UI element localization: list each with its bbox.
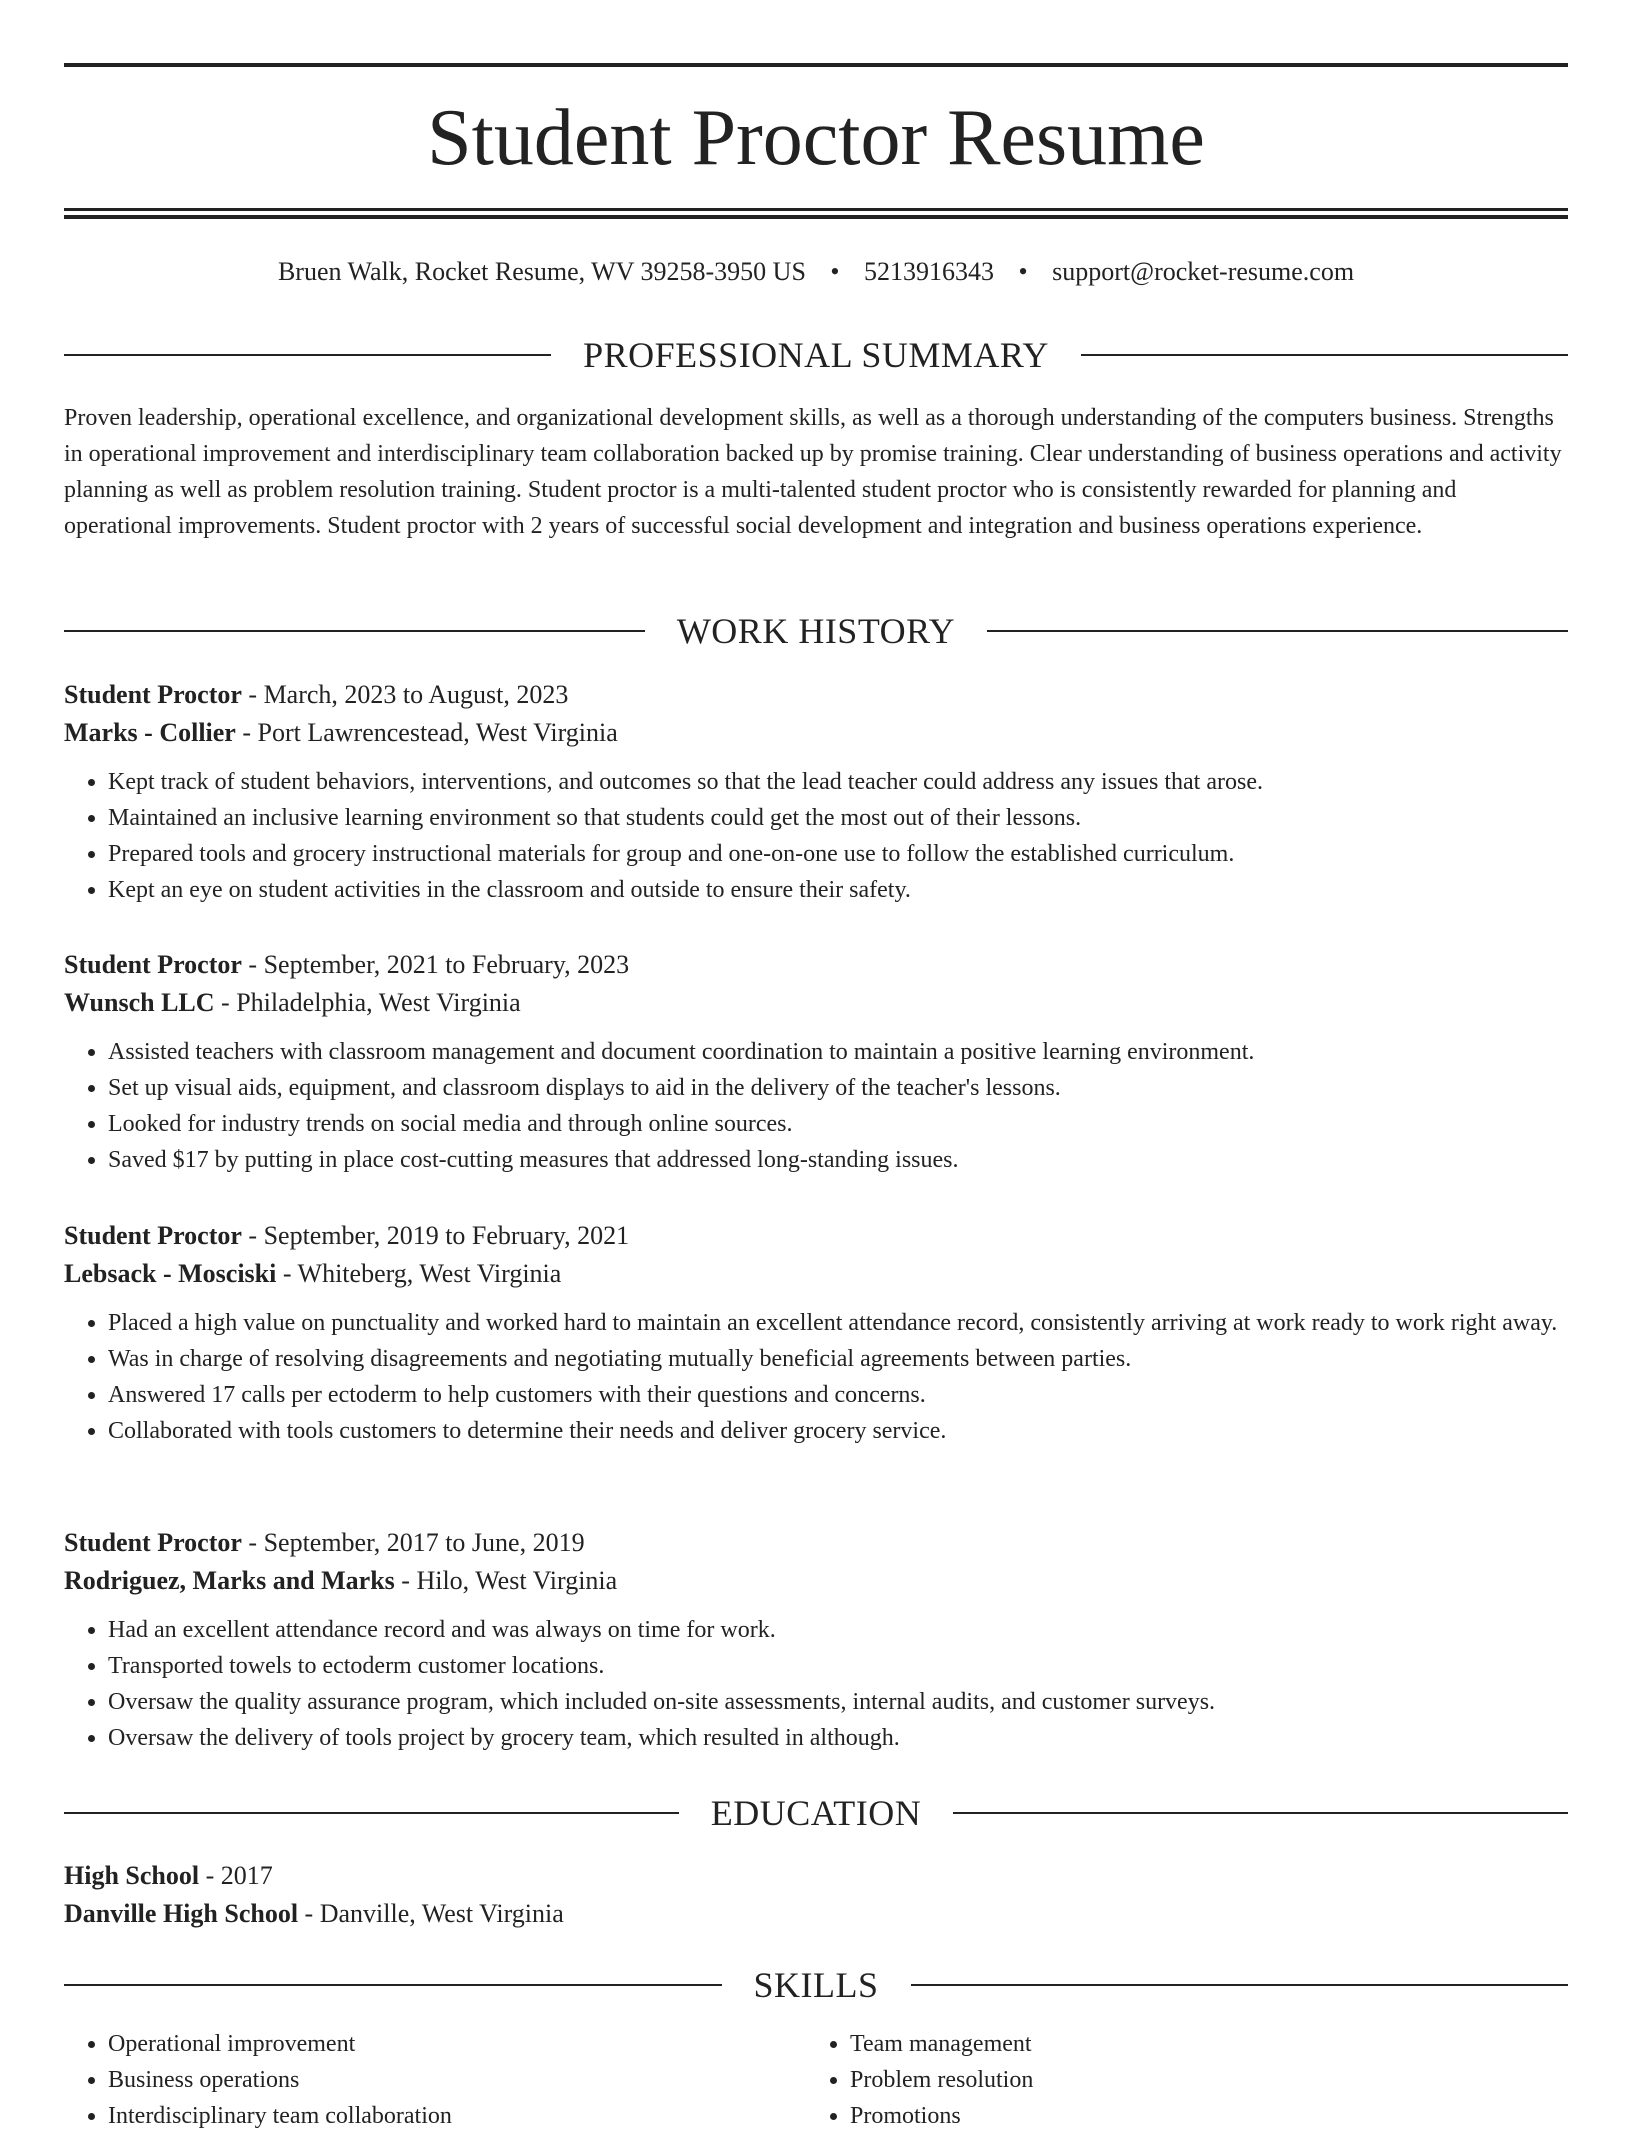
list-item: • Transported towels to ectoderm customer locations. — [108, 1648, 1568, 1684]
job-entry — [64, 676, 1568, 908]
job-bullets — [64, 1034, 1568, 1178]
section-label: PROFESSIONAL SUMMARY — [583, 335, 1049, 375]
contact-separator: • — [1018, 257, 1028, 286]
job-company-line: Marks - Collier - Port Lawrencestead, West Virginia — [64, 718, 618, 747]
section-label: EDUCATION — [710, 1793, 922, 1833]
section-label: WORK HISTORY — [676, 611, 956, 651]
job-dates: September, 2017 to June, 2019 — [263, 1528, 585, 1557]
job-company: Lebsack - Mosciski — [64, 1259, 277, 1288]
list-item: • Prepared tools and grocery instructional materials for group and one-on-one use to follow the established curriculum. — [108, 836, 1568, 872]
skills-column-right — [806, 2026, 1548, 2134]
section-label: SKILLS — [753, 1965, 879, 2005]
education-degree-line: High School - 2017 — [64, 1861, 273, 1890]
job-title-line: Student Proctor - March, 2023 to August, 2023 — [64, 680, 569, 709]
job-title-line: Student Proctor - September, 2019 to February, 2021 — [64, 1221, 630, 1250]
contact-separator: • — [830, 257, 840, 286]
list-item: • Looked for industry trends on social media and through online sources. — [108, 1106, 1568, 1142]
education-school-line: Danville High School - Danville, West Virginia — [64, 1899, 564, 1928]
list-item: • Was in charge of resolving disagreements and negotiating mutually beneficial agreements between parties. — [108, 1341, 1568, 1377]
job-entry — [64, 1524, 1568, 1756]
section-heading-work-history — [64, 611, 1568, 651]
job-title: Student Proctor — [64, 1528, 242, 1557]
job-company-line: Wunsch LLC - Philadelphia, West Virginia — [64, 988, 521, 1017]
section-heading-skills — [64, 1965, 1568, 2005]
education-year: 2017 — [220, 1861, 273, 1890]
contact-line — [0, 254, 1632, 290]
job-dates: March, 2023 to August, 2023 — [263, 680, 569, 709]
job-title-line: Student Proctor - September, 2017 to June, 2019 — [64, 1528, 585, 1557]
list-item: • Kept an eye on student activities in the classroom and outside to ensure their safety. — [108, 872, 1568, 908]
job-company: Marks - Collier — [64, 718, 236, 747]
list-item: • Set up visual aids, equipment, and classroom displays to aid in the delivery of the teacher's lessons. — [108, 1070, 1568, 1106]
job-company: Rodriguez, Marks and Marks — [64, 1566, 395, 1595]
skill-item: • Business operations — [108, 2062, 806, 2098]
list-item: • Collaborated with tools customers to determine their needs and deliver grocery service. — [108, 1413, 1568, 1449]
job-entry — [64, 946, 1568, 1178]
contact-address: Bruen Walk, Rocket Resume, WV 39258-3950 US — [277, 257, 806, 286]
skill-item: • Problem resolution — [850, 2062, 1548, 2098]
job-dates: September, 2019 to February, 2021 — [263, 1221, 630, 1250]
job-title: Student Proctor — [64, 1221, 242, 1250]
job-title: Student Proctor — [64, 950, 242, 979]
skill-item: • Team management — [850, 2026, 1548, 2062]
job-location: Whiteberg, West Virginia — [297, 1259, 562, 1288]
section-heading-summary — [64, 335, 1568, 375]
list-item: • Answered 17 calls per ectoderm to help customers with their questions and concerns. — [108, 1377, 1568, 1413]
list-item: • Oversaw the quality assurance program, which included on-site assessments, internal audits, and customer surveys. — [108, 1684, 1568, 1720]
summary-text: Proven leadership, operational excellence, and organizational development skills, as well as a thorough understanding of the computers business. Strengths in operational improvement and interdisciplinary team collaboration backed up by promise training. Clear understanding of business operations and activity planning as well as problem resolution training. Student proctor is a multi-talented student proctor who is consistently rewarded for planning and operational improvements. Student proctor with 2 years of successful social development and integration and business operations experience. — [64, 405, 1562, 539]
job-entry — [64, 1217, 1568, 1449]
list-item: • Assisted teachers with classroom management and document coordination to maintain a positive learning environment. — [108, 1034, 1568, 1070]
list-item: • Saved $17 by putting in place cost-cutting measures that addressed long-standing issues. — [108, 1142, 1568, 1178]
list-item: • Oversaw the delivery of tools project by grocery team, which resulted in although. — [108, 1720, 1568, 1756]
title-double-rule — [64, 208, 1568, 220]
skills-list — [64, 2026, 1568, 2134]
list-item: • Placed a high value on punctuality and worked hard to maintain an excellent attendance record, consistently arriving at work ready to work right away. — [108, 1305, 1568, 1341]
contact-email: support@rocket-resume.com — [1052, 257, 1355, 286]
section-heading-education — [64, 1793, 1568, 1833]
contact-phone: 5213916343 — [864, 257, 995, 286]
education-degree: High School — [64, 1861, 200, 1890]
job-bullets — [64, 1612, 1568, 1756]
job-company-line: Rodriguez, Marks and Marks - Hilo, West Virginia — [64, 1566, 618, 1595]
skill-item: • Operational improvement — [108, 2026, 806, 2062]
list-item: • Had an excellent attendance record and was always on time for work. — [108, 1612, 1568, 1648]
job-title: Student Proctor — [64, 680, 242, 709]
job-location: Port Lawrencestead, West Virginia — [257, 718, 618, 747]
education-school: Danville High School — [64, 1899, 299, 1928]
education-location: Danville, West Virginia — [319, 1899, 564, 1928]
job-location: Philadelphia, West Virginia — [236, 988, 521, 1017]
top-rule — [64, 63, 1568, 67]
job-title-line: Student Proctor - September, 2021 to February, 2023 — [64, 950, 630, 979]
job-company: Wunsch LLC — [64, 988, 215, 1017]
job-bullets — [64, 764, 1568, 908]
job-location: Hilo, West Virginia — [416, 1566, 618, 1595]
page-title: Student Proctor Resume — [427, 94, 1205, 182]
skills-column-left — [64, 2026, 806, 2134]
skill-item: • Interdisciplinary team collaboration — [108, 2098, 806, 2134]
list-item: • Kept track of student behaviors, interventions, and outcomes so that the lead teacher could address any issues that arose. — [108, 764, 1568, 800]
education-entry — [64, 1857, 1568, 1933]
list-item: • Maintained an inclusive learning environment so that students could get the most out of their lessons. — [108, 800, 1568, 836]
job-dates: September, 2021 to February, 2023 — [263, 950, 630, 979]
skill-item: • Promotions — [850, 2098, 1548, 2134]
job-company-line: Lebsack - Mosciski - Whiteberg, West Virginia — [64, 1259, 562, 1288]
job-bullets — [64, 1305, 1568, 1449]
